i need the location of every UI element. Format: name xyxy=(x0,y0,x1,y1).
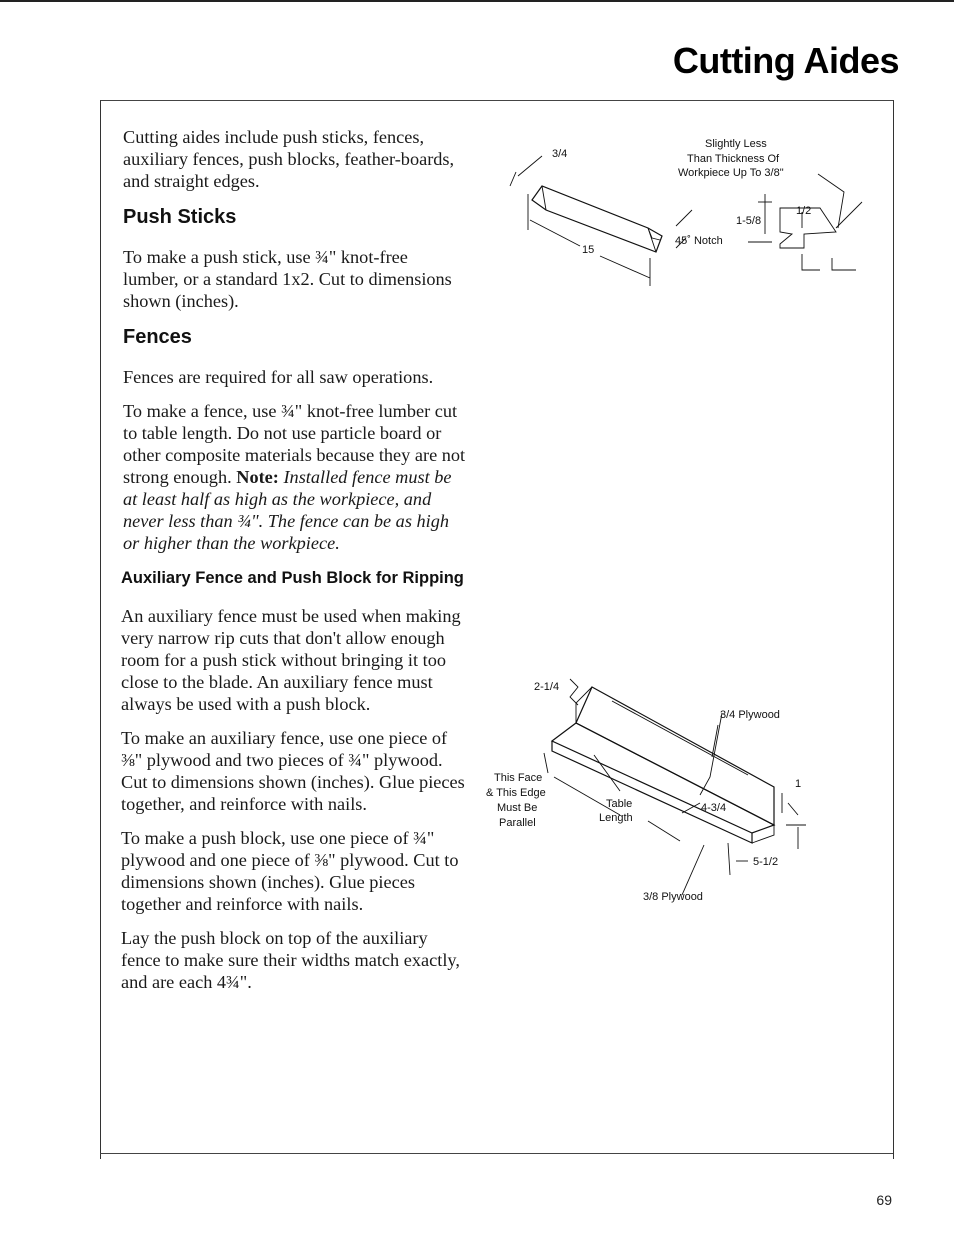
dim-half: 1/2 xyxy=(796,205,812,217)
top-rule xyxy=(0,0,954,2)
label-face-4: Parallel xyxy=(499,817,536,829)
dim-length: 15 xyxy=(582,244,595,256)
dim-height: 2-1/4 xyxy=(534,681,560,693)
note-label: Note: xyxy=(236,467,279,487)
aux-fence-paragraph-4: Lay the push block on top of the auxiliary fence to make sure their widths match exactly, and are each 4¾". xyxy=(121,928,460,992)
intro-paragraph: Cutting aides include push sticks, fences, auxiliary fences, push blocks, feather-boards, and straight edges. xyxy=(123,127,455,191)
label-bottom-plywood: 3/8 Plywood xyxy=(643,891,703,903)
text-column xyxy=(118,126,468,1005)
aux-fence-paragraph-3: To make a push block, use one piece of ¾" plywood and one piece of ⅜" plywood. Cut to dimensions shown (inches). Glue pieces together and reinforce with nails. xyxy=(121,828,459,914)
dim-base: 5-1/2 xyxy=(753,856,779,868)
callout-line-2: Than Thickness Of xyxy=(687,153,780,165)
aux-fence-heading: Auxiliary Fence and Push Block for Ripping xyxy=(121,569,464,587)
dim-thickness: 3/4 xyxy=(552,148,568,160)
note-text: Installed fence must be at least half as high as the workpiece, and never less than ¾". The fence can be as high or higher than the workpiece. xyxy=(123,467,452,553)
aux-fence-paragraph-1: An auxiliary fence must be used when making very narrow rip cuts that don't allow enough room for a push stick without bringing it too close to the blade. An auxiliary fence must always be used with a push block. xyxy=(121,606,461,714)
page-number: 69 xyxy=(876,1192,892,1208)
frame-bottom-rule xyxy=(100,1153,893,1154)
aux-fence-diagram xyxy=(482,665,842,915)
dim-one: 1 xyxy=(795,778,802,790)
fences-paragraph-2 xyxy=(118,400,468,554)
callout-line-3: Workpiece Up To 3/8" xyxy=(678,167,784,179)
label-top-plywood: 3/4 Plywood xyxy=(720,709,780,721)
label-face-1: This Face xyxy=(494,772,543,784)
push-sticks-paragraph: To make a push stick, use ¾" knot-free lumber, or a standard 1x2. Cut to dimensions shown (inches). xyxy=(123,247,452,311)
aux-fence-paragraph-2: To make an auxiliary fence, use one piece of ⅜" plywood and two pieces of ¾" plywood. Cut to dimensions shown (inches). Glue pieces together, and reinforce with nails. xyxy=(121,728,465,814)
dim-notch-height: 1-5/8 xyxy=(736,215,762,227)
dim-width: 4-3/4 xyxy=(701,802,727,814)
fences-paragraph-1: Fences are required for all saw operations. xyxy=(123,367,434,387)
push-stick-diagram xyxy=(480,128,880,298)
notch-label: 45˚ Notch xyxy=(675,235,723,247)
push-sticks-heading: Push Sticks xyxy=(123,206,237,228)
fences-heading: Fences xyxy=(123,326,192,348)
label-face-3: Must Be xyxy=(497,802,538,814)
label-face-2: & This Edge xyxy=(486,787,546,799)
page-title: Cutting Aides xyxy=(672,40,899,81)
label-table-1: Table xyxy=(606,798,633,810)
push-stick-drawing xyxy=(532,186,662,252)
callout-line-1: Slightly Less xyxy=(705,138,767,150)
label-table-2: Length xyxy=(599,812,633,824)
fences-body-text: To make a fence, use ¾" knot-free lumber cut to table length. Do not use particle board or other composite materials because they are not strong enough. xyxy=(123,401,466,487)
